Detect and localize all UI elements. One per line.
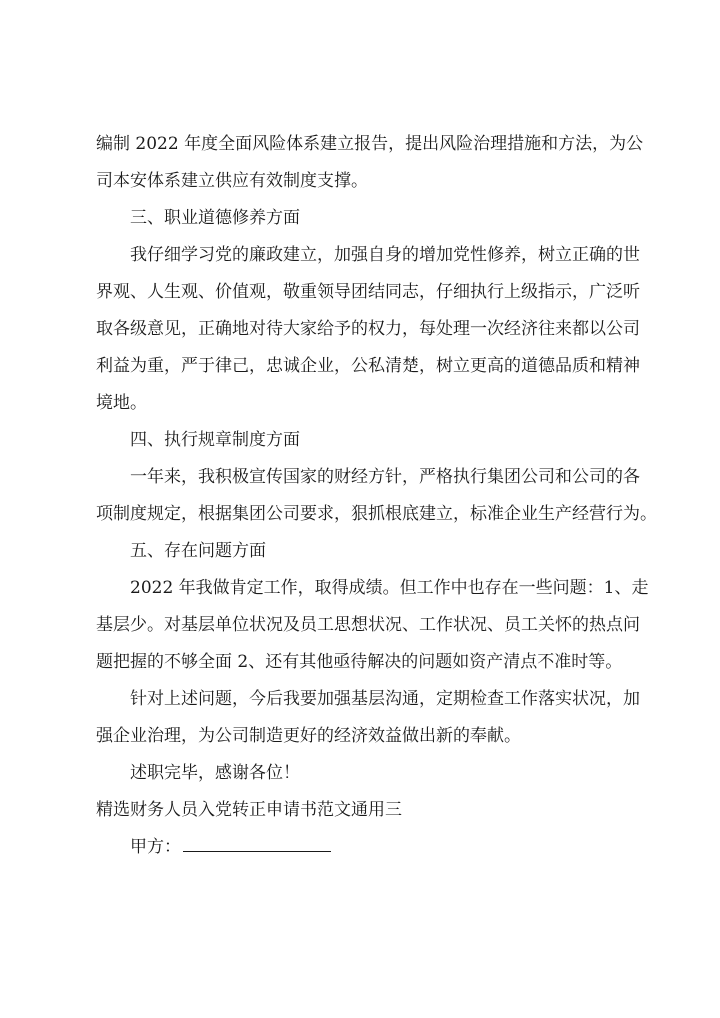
- paragraph-line: 题把握的不够全面 2、还有其他亟待解决的问题如资产清点不准时等。: [96, 652, 623, 672]
- section-heading-problems: 五、存在问题方面: [130, 541, 266, 561]
- section-heading-ethics: 三、职业道德修养方面: [130, 208, 300, 228]
- paragraph-line: 利益为重，严于律己，忠诚企业，公私清楚，树立更高的道德品质和精神: [96, 356, 640, 376]
- paragraph-line: 境地。: [96, 393, 147, 413]
- party-a-line: [96, 829, 636, 866]
- document-title: 精选财务人员入党转正申请书范文通用三: [96, 800, 402, 820]
- party-a-blank: [183, 831, 331, 852]
- paragraph-line: 针对上述问题，今后我要加强基层沟通，定期检查工作落实状况，加: [130, 689, 640, 709]
- paragraph-line: 取各级意见，正确地对待大家给予的权力，每处理一次经济往来都以公司: [96, 319, 640, 339]
- paragraph-line: 2022 年我做肯定工作，取得成绩。但工作中也存在一些问题：1、走: [130, 578, 649, 598]
- document-body: [96, 126, 657, 866]
- paragraph-line: 编制 2022 年度全面风险体系建立报告，提出风险治理措施和方法，为公: [96, 134, 644, 154]
- paragraph-line: 基层少。对基层单位状况及员工思想状况、工作状况、员工关怀的热点问: [96, 615, 640, 635]
- section-heading-rules: 四、执行规章制度方面: [130, 430, 300, 450]
- paragraph-line: 强企业治理，为公司制造更好的经济效益做出新的奉献。: [96, 726, 521, 746]
- paragraph-line: 司本安体系建立供应有效制度支撑。: [96, 171, 368, 191]
- paragraph-line: 项制度规定，根据集团公司要求，狠抓根底建立，标准企业生产经营行为。: [96, 504, 657, 524]
- closing-line: 述职完毕，感谢各位！: [130, 763, 300, 783]
- paragraph-line: 一年来，我积极宣传国家的财经方针，严格执行集团公司和公司的各: [130, 467, 640, 487]
- party-a-label: 甲方：: [130, 837, 181, 857]
- paragraph-line: 界观、人生观、价值观，敬重领导团结同志，仔细执行上级指示，广泛听: [96, 282, 640, 302]
- paragraph-line: 我仔细学习党的廉政建立，加强自身的增加党性修养，树立正确的世: [130, 245, 640, 265]
